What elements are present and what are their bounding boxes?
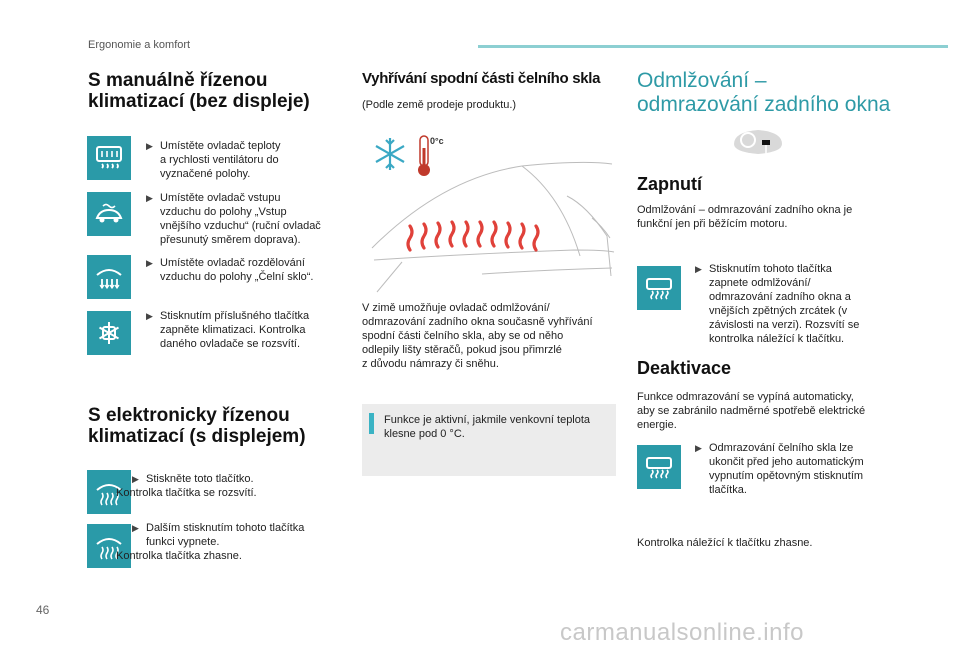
heat-waves-icon bbox=[408, 222, 538, 250]
deaktivace-text: Funkce odmrazování se vypíná automaticky, aby se zabránilo nadměrné spotřebě elektrické energie. bbox=[637, 391, 866, 431]
zapnuti-heading: Zapnutí bbox=[637, 174, 702, 194]
zapnuti-step: ▶ Stisknutím tohoto tlačítka zapnete odmlžování/ odmrazování zadního okna a vnějších zpětných zrcátek (v závislosti na verzi). Rozsvítí se kontrolka náležící k tlačítku. bbox=[695, 263, 860, 345]
info-note-text: Funkce je aktivní, jakmile venkovní teplota klesne pod 0 °C. bbox=[384, 414, 591, 440]
electronic-step-2: ▶ Dalším stisknutím tohoto tlačítka funkci vypnete. Kontrolka tlačítka zhasne. bbox=[116, 522, 305, 562]
rear-demist-heading: Odmlžování – odmrazování zadního okna bbox=[637, 69, 891, 116]
manual-step-4: ▶ Stisknutím příslušného tlačítka zapněte klimatizaci. Kontrolka daného ovladače se rozsvítí. bbox=[146, 310, 310, 350]
thermometer-icon bbox=[418, 136, 430, 176]
electronic-step-1: ▶ Stiskněte toto tlačítko. Kontrolka tlačítka se rozsvítí. bbox=[116, 473, 257, 499]
ac-snowflake-icon bbox=[87, 311, 131, 355]
heating-paragraph: V zimě umožňuje ovladač odmlžování/ odmrazování zadního okna současně vyhřívání spodní části čelního skla, aby se od něho odlepily lišty stěračů, pokud jsou přimrzlé z důvodu námrazy či sněhu. bbox=[362, 302, 593, 370]
manual-step-2: ▶ Umístěte ovladač vstupu vzduchu do polohy „Vstup vnějšího vzduchu“ (ruční ovladač přesunutý směrem doprava). bbox=[146, 192, 321, 246]
bullet-icon: ▶ bbox=[146, 141, 153, 151]
snowflake-icon bbox=[376, 138, 404, 170]
deaktivace-heading: Deaktivace bbox=[637, 358, 732, 378]
bullet-icon: ▶ bbox=[695, 264, 702, 274]
windscreen-heating-heading: Vyhřívání spodní části čelního skla bbox=[362, 70, 601, 87]
page-number: 46 bbox=[36, 603, 50, 617]
manual-step-1: ▶ Umístěte ovladač teploty a rychlosti ventilátoru do vyznačené polohy. bbox=[146, 140, 281, 180]
bullet-icon: ▶ bbox=[695, 443, 702, 453]
deaktivace-step: ▶ Odmrazování čelního skla lze ukončit před jeho automatickým vypnutím opětovným stisknutím tlačítka. bbox=[695, 442, 864, 496]
bullet-icon: ▶ bbox=[132, 523, 139, 533]
closing-note: Kontrolka náležící k tlačítku zhasne. bbox=[637, 537, 813, 549]
section-header: Ergonomie a komfort bbox=[88, 39, 191, 51]
zero-degrees-label: 0°c bbox=[430, 136, 444, 146]
header-rule bbox=[478, 45, 948, 48]
bullet-icon: ▶ bbox=[146, 311, 153, 321]
windscreen-airflow-icon bbox=[87, 255, 131, 299]
rear-defrost-icon bbox=[87, 136, 131, 180]
rear-window-defrost-icon bbox=[637, 266, 681, 310]
dashboard-button-location-icon bbox=[730, 126, 786, 158]
manual-step-3: ▶ Umístěte ovladač rozdělování vzduchu do polohy „Čelní sklo“. bbox=[146, 257, 314, 283]
bullet-icon: ▶ bbox=[146, 193, 153, 203]
info-icon bbox=[369, 413, 374, 434]
watermark: carmanualsonline.info bbox=[560, 619, 804, 646]
bullet-icon: ▶ bbox=[146, 258, 153, 268]
air-intake-icon bbox=[87, 192, 131, 236]
electronic-ac-heading: S elektronicky řízenou klimatizací (s displejem) bbox=[88, 405, 306, 447]
rear-window-defrost-icon bbox=[637, 445, 681, 489]
zapnuti-text: Odmlžování – odmrazování zadního okna je funkční jen při běžícím motoru. bbox=[637, 204, 853, 230]
heated-windscreen-illustration bbox=[362, 128, 618, 294]
bullet-icon: ▶ bbox=[132, 474, 139, 484]
manual-ac-heading: S manuálně řízenou klimatizací (bez displeje) bbox=[88, 70, 310, 112]
country-note: (Podle země prodeje produktu.) bbox=[362, 99, 517, 111]
